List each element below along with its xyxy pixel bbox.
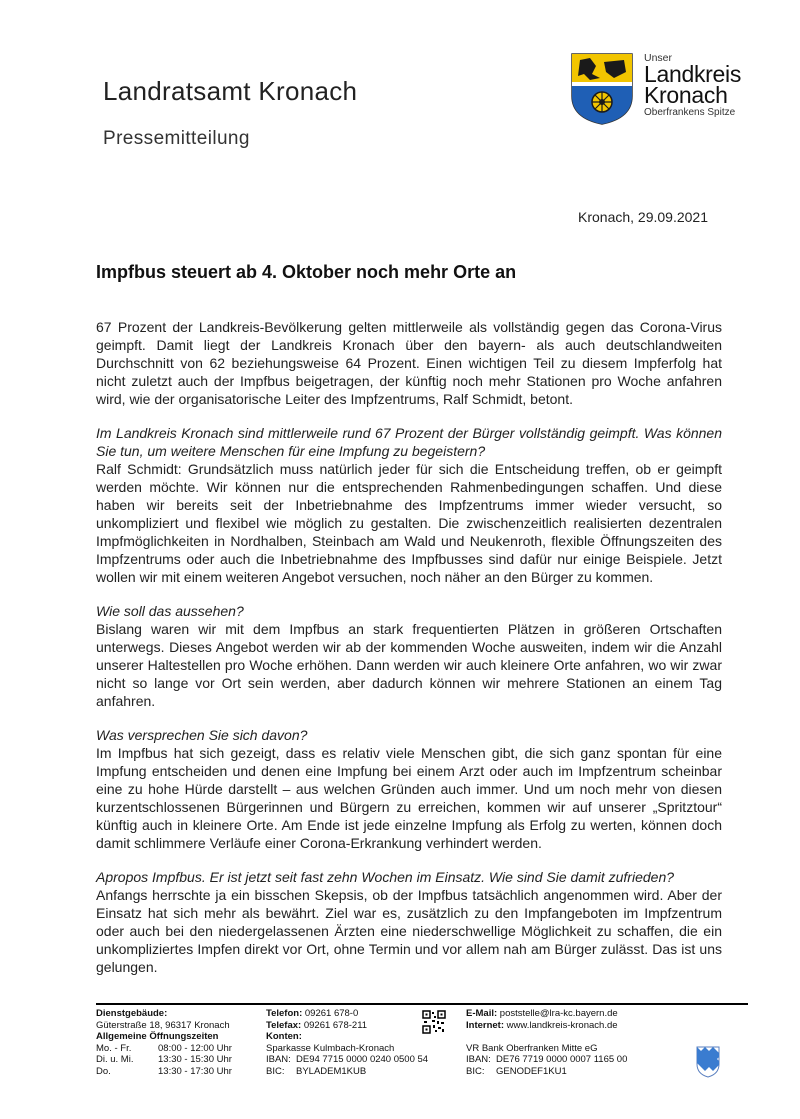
bank2-bic-label: BIC:: [466, 1065, 485, 1077]
building-label: Dienstgebäude:: [96, 1008, 168, 1019]
qa-block: [96, 424, 722, 586]
email-value[interactable]: poststelle@lra-kc.bayern.de: [499, 1008, 618, 1019]
question: Wie soll das aussehen?: [96, 603, 244, 619]
answer: Bislang waren wir mit dem Impfbus an stark frequentierten Plätzen in größeren Ortschaften unterwegs. Dieses Angebot werden wir ab der kommenden Woche ausweiten, indem wir die Anzahl unserer Haltestellen pro Woche erhöhen. Dann werden wir auch kleinere Orte anfahren, wo wir zwar nicht so lange vor Ort sein werden, aber dadurch können wir mehrere Stationen an einem Tag anfahren.: [96, 621, 722, 709]
hours-days: Mo. - Fr.: [96, 1042, 132, 1054]
bank1-bic-label: BIC:: [266, 1065, 285, 1077]
hours-days: Do.: [96, 1065, 111, 1077]
bank1-name: Sparkasse Kulmbach-Kronach: [266, 1042, 395, 1054]
internet-label: Internet:: [466, 1019, 504, 1031]
release-date: Kronach, 29.09.2021: [578, 209, 708, 225]
email-label: E-Mail:: [466, 1008, 498, 1019]
bank1-bic: BYLADEM1KUB: [296, 1065, 367, 1077]
footer-contact-col: [266, 1008, 428, 1077]
bank1-iban: DE94 7715 0000 0240 0500 54: [296, 1054, 429, 1065]
qr-code-icon: [422, 1010, 446, 1034]
answer: Anfangs herrschte ja ein bisschen Skepsis, ob der Impfbus tatsächlich angenommen wird. Aber der Einsatz hat sich mehr als bewährt. Ziel war es, zusätzlich zu den Impfangeboten im Impfzentrum oder auch bei den niedergelassenen Ärzten eine niederschwellige Möglichkeit zu schaffen, die ein unkompliziertes Impfen direkt vor Ort, ohne Termin und vor allem nah am Bürger zulässt. Das ist uns gelungen.: [96, 887, 722, 975]
qa-block: [96, 726, 722, 852]
bank2-name: VR Bank Oberfranken Mitte eG: [466, 1042, 598, 1054]
qa-block: [96, 602, 722, 710]
answer: Ralf Schmidt: Grundsätzlich muss natürlich jeder für sich die Entscheidung treffen, ob er geimpft werden möchte. Wir können nur die entsprechenden Rahmenbedingungen schaffen. Und diese haben wir bereits seit der Inbetriebnahme des Impfzentrums immer wieder versucht, so unkompliziert und flexibel wie möglich zu gestalten. Die zwischenzeitlich realisierten dezentralen Impfmöglichkeiten in Nordhalben, Steinbach am Wald und Neukenroth, flexible Öffnungszeiten des Impfzentrums oder auch die Inbetriebnahme des Impfbusses sind dafür nur einige Beispiele. Jetzt wollen wir mit einem weiteren Angebot versuchen, noch näher an den Bürger zu kommen.: [96, 461, 722, 585]
bavaria-crest-icon: [696, 1046, 720, 1078]
qa-block: [96, 868, 722, 976]
article-body: [96, 318, 722, 992]
question: Im Landkreis Kronach sind mittlerweile rund 67 Prozent der Bürger vollständig geimpft. Was können Sie tun, um weitere Menschen für eine Impfung zu begeistern?: [96, 425, 722, 459]
footer-address-col: [96, 1008, 232, 1077]
hours-time: 13:30 - 17:30 Uhr: [158, 1065, 232, 1077]
bank2-iban-label: IBAN:: [466, 1054, 491, 1065]
phone-label: Telefon:: [266, 1008, 303, 1019]
footer-web-col: [466, 1008, 627, 1077]
hours-label: Allgemeine Öffnungszeiten: [96, 1031, 219, 1042]
accounts-label: Konten:: [266, 1031, 302, 1042]
phone-value: 09261 678-0: [304, 1008, 359, 1019]
org-title: Landratsamt Kronach: [103, 76, 358, 106]
bank2-iban: DE76 7719 0000 0007 1165 00: [496, 1054, 628, 1065]
headline: Impfbus steuert ab 4. Oktober noch mehr Orte an: [96, 262, 517, 282]
building-address: Güterstraße 18, 96317 Kronach: [96, 1019, 230, 1031]
hours-time: 08:00 - 12:00 Uhr: [158, 1042, 232, 1054]
hours-time: 13:30 - 15:30 Uhr: [158, 1054, 232, 1065]
fax-label: Telefax:: [266, 1019, 302, 1031]
fax-value: 09261 678-211: [303, 1019, 368, 1031]
coat-of-arms-icon: [570, 52, 634, 126]
internet-value[interactable]: www.landkreis-kronach.de: [506, 1019, 618, 1031]
logo-line3: Kronach: [644, 82, 728, 108]
logo-line1: Unser: [644, 52, 673, 64]
intro-paragraph: 67 Prozent der Landkreis-Bevölkerung gelten mittlerweile als vollständig gegen das Corona-Virus geimpft. Damit liegt der Landkreis Kronach über den bayern- als auch deutschlandweiten Durchschnitt von 62 beziehungsweise 64 Prozent. Einen wichtigen Teil zu diesem Impferfolg hat nicht zuletzt auch der Impfbus beigetragen, der künftig noch mehr Stationen pro Woche anfahren wird, wie der organisatorische Leiter des Impfzentrums, Ralf Schmidt, betont.: [96, 319, 722, 407]
bank1-iban-label: IBAN:: [266, 1054, 291, 1065]
question: Apropos Impfbus. Er ist jetzt seit fast zehn Wochen im Einsatz. Wie sind Sie damit zufrieden?: [96, 869, 675, 885]
hours-days: Di. u. Mi.: [96, 1054, 134, 1065]
logo-tagline: Oberfrankens Spitze: [644, 107, 736, 118]
question: Was versprechen Sie sich davon?: [96, 727, 308, 743]
footer-divider: [96, 1003, 748, 1005]
logo-line2: Landkreis: [644, 61, 742, 87]
landkreis-logo: [570, 52, 760, 127]
doc-type: Pressemitteilung: [103, 128, 250, 149]
answer: Im Impfbus hat sich gezeigt, dass es relativ viele Menschen gibt, die sich ganz spontan für eine Impfung entscheiden und denen eine Impfung bei einem Arzt oder auch im Impfzentrum scheinbar eine zu hohe Hürde darstellt – aus welchen Gründen auch immer. Und um noch mehr von diesen kurzentschlossenen Bürgerinnen und Bürgern zu erreichen, kommen wir auf unserer „Spritztour“ künftig auch in kleinere Orte. Am Ende ist jede einzelne Impfung als Erfolg zu werten, können doch damit schlimmere Verläufe einer Corona-Erkrankung verhindert werden.: [96, 745, 722, 851]
bank2-bic: GENODEF1KU1: [496, 1065, 567, 1077]
